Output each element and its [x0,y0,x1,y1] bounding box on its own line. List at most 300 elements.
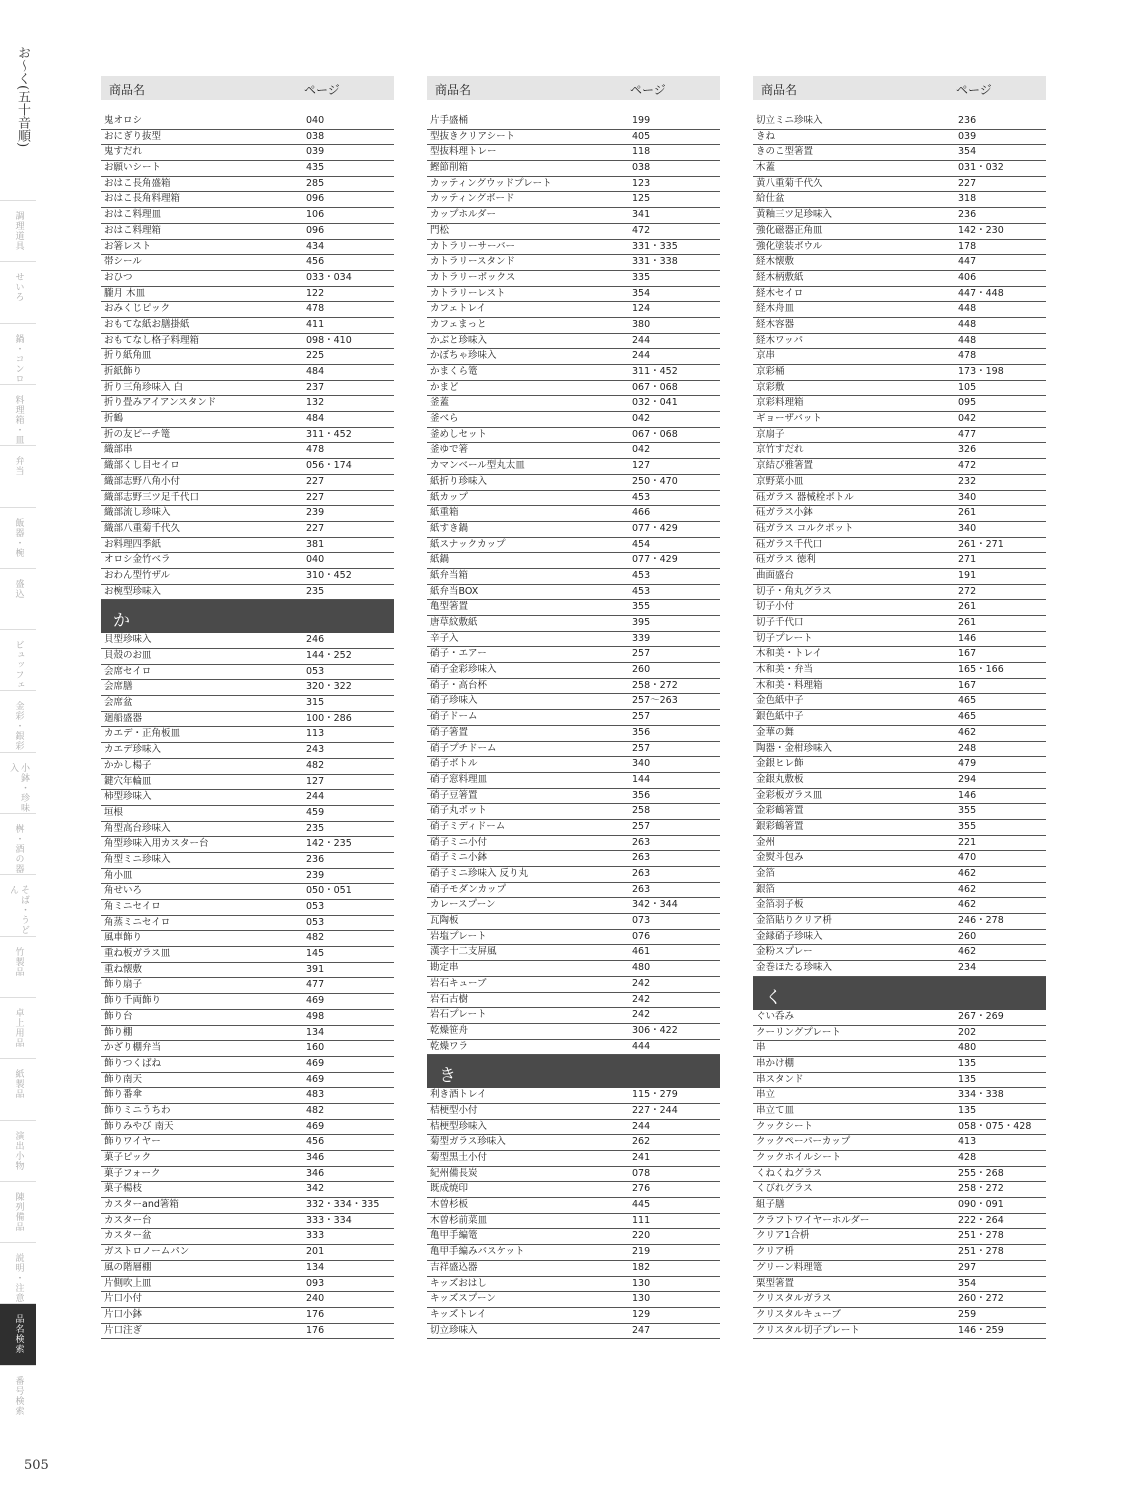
index-row [753,1041,1046,1057]
page-ref: 232 [958,475,977,487]
index-row [101,680,394,696]
index-row [101,255,394,271]
index-row [101,806,394,822]
sidebar-tab[interactable] [0,1365,36,1426]
product-name: 菓子フォーク [104,1167,161,1179]
product-name: 角ミニセイロ [104,901,161,912]
index-row [753,930,1046,946]
index-row [101,1198,394,1214]
page-ref: 234 [958,962,977,974]
page-ref: 053 [306,665,325,677]
index-row [427,443,720,459]
product-name: 硝子丸ポット [430,805,488,817]
page-ref: 239 [306,869,325,881]
product-name: カップホルダー [430,209,497,221]
index-row [427,945,720,961]
page-ref: 469 [306,995,325,1007]
index-row [101,491,394,507]
sidebar-tab[interactable] [0,323,36,384]
page-ref: 272 [958,585,977,597]
sidebar-tab-label: 卓上用品 [13,1007,24,1048]
product-name: クックペーパーカップ [756,1136,851,1148]
page-ref: 095 [958,397,977,409]
index-row [101,1041,394,1057]
product-name: 砡ガラス小鉢 [756,507,813,519]
product-name: 京野菜小皿 [756,475,804,487]
page-ref: 477 [958,428,977,440]
product-name: 串立て皿 [756,1104,795,1116]
index-row [753,961,1046,977]
index-row [753,1292,1046,1308]
index-row [427,930,720,946]
index-row [101,428,394,444]
page-ref: 042 [958,413,977,425]
product-name: 織部流し珍味入 [104,507,171,519]
product-name: 切子小付 [756,601,795,613]
index-row [753,1198,1046,1214]
section-header [427,1055,720,1088]
page-ref: 466 [632,507,651,519]
index-row [427,412,720,428]
product-name: 紙すき鍋 [430,522,469,534]
index-row [753,506,1046,522]
product-name: 片側吹上皿 [104,1277,152,1289]
index-row [753,1026,1046,1042]
page-ref: 306・422 [632,1024,678,1036]
index-row [101,318,394,334]
sidebar-tab-label: 竹製品 [13,946,24,977]
product-name: 銀色紙中子 [756,711,804,723]
page-ref: 478 [958,350,977,362]
product-name: くびれグラス [756,1183,813,1195]
sidebar-tab[interactable] [0,629,36,690]
sidebar-tab[interactable] [0,690,36,751]
page-ref: 096 [306,224,325,236]
page-ref: 115・279 [632,1089,678,1101]
index-row [101,271,394,287]
page-ref: 235 [306,822,325,834]
product-name: カフェトレイ [430,303,487,315]
page-ref: 484 [306,413,325,425]
page-ref: 078 [632,1167,651,1179]
page-ref: 334・338 [958,1089,1004,1101]
page-ref: 333・334 [306,1214,352,1226]
product-name: お箸レスト [104,240,152,252]
sidebar-tab[interactable] [0,507,36,568]
index-row [427,208,720,224]
index-row [753,538,1046,554]
product-name: 垣根 [104,806,124,818]
index-row [101,192,394,208]
index-row [753,1073,1046,1089]
product-name: 硝子ミディドーム [430,820,506,832]
sidebar-tab[interactable] [0,261,36,322]
page-ref: 447・448 [958,287,1004,299]
page-ref: 039 [306,146,325,158]
index-row [427,1104,720,1120]
product-name: 利き酒トレイ [430,1089,487,1101]
sidebar-tab[interactable] [0,1242,36,1303]
product-name: 折鶴 [104,413,124,425]
page-ref: 413 [958,1136,977,1148]
index-row [101,837,394,853]
index-row [427,993,720,1009]
page-ref: 122 [306,287,325,299]
product-name: 飾り台 [104,1010,133,1022]
page-ref: 240 [306,1293,325,1305]
section-header [753,977,1046,1010]
product-name: 角型ミニ珍味入 [104,853,171,865]
index-row [427,287,720,303]
index-row [753,443,1046,459]
index-row [753,114,1046,130]
sidebar-tab[interactable] [0,1303,36,1364]
page-ref: 263 [632,883,651,895]
index-row [753,851,1046,867]
index-row [427,255,720,271]
page-ref: 335 [632,271,651,283]
page-ref: 339 [632,632,651,644]
index-row [427,632,720,648]
sidebar-tab-label: 金彩・銀彩 [13,701,24,752]
product-name: 飾りミニうちわ [104,1104,171,1116]
product-name: 織部串 [104,444,133,456]
index-row [427,1198,720,1214]
page-ref: 244 [632,334,651,346]
sidebar-tab[interactable] [0,384,36,445]
product-name: 木和美・弁当 [756,664,814,676]
page-ref: 318 [958,193,977,205]
index-row [101,727,394,743]
product-name: 型抜料理トレー [430,146,497,158]
index-row [101,334,394,350]
index-row [101,900,394,916]
product-name: クリスタルキューブ [756,1308,841,1320]
page-ref: 173・198 [958,366,1004,377]
index-row [427,1167,720,1183]
product-name: オロシ金竹ベラ [104,554,171,566]
index-row [427,757,720,773]
index-row [753,616,1046,632]
index-row [753,1104,1046,1120]
product-name: 串かけ棚 [756,1057,795,1069]
product-name: 飾り千両飾り [104,995,162,1007]
product-name: 既成焼印 [430,1183,469,1195]
page-ref: 251・278 [958,1246,1004,1258]
page-ref: 244 [632,350,651,362]
sidebar-tab[interactable] [0,813,36,874]
index-row [427,1308,720,1324]
index-row [427,1292,720,1308]
product-name: 硝子窓料理皿 [430,773,488,785]
page-ref: 355 [632,601,651,613]
sidebar-tab[interactable] [0,1181,36,1242]
product-name: 経木ワッパ [756,334,804,346]
page-ref: 259 [958,1308,977,1320]
product-name: 織部志野八角小付 [104,475,181,487]
index-row [101,1167,394,1183]
index-row [427,836,720,852]
page-ref: 135 [958,1073,977,1085]
page-ref: 448 [958,318,977,330]
page-ref: 354 [632,287,651,299]
page-ref: 271 [958,554,977,566]
index-row [753,789,1046,805]
product-name: 金巻ほたる珍味入 [756,962,833,974]
page-ref: 354 [958,1277,977,1289]
product-name: 曲面盛台 [756,569,795,581]
index-row [427,600,720,616]
page-ref: 263 [632,868,651,879]
sidebar-tab[interactable] [0,752,36,813]
page-ref: 096 [306,193,325,205]
page-ref: 146・259 [958,1324,1004,1336]
page-ref: 125 [632,193,651,205]
index-row [427,1245,720,1261]
product-name: 片口注ぎ [104,1324,143,1336]
product-name: キッズおはし [430,1277,487,1289]
product-name: 金州 [756,836,776,848]
index-row [427,475,720,491]
page-ref: 134 [306,1026,325,1038]
index-row [753,381,1046,397]
index-row [427,898,720,914]
index-row [427,1088,720,1104]
index-row [101,1214,394,1230]
sidebar-tab-label: ビュッフェ [13,640,24,691]
index-row [753,1324,1046,1340]
product-name: おひつ [104,271,133,283]
product-name: 勘定串 [430,962,459,974]
page-ref: 237 [306,381,325,393]
product-name: 木曽杉前菜皿 [430,1214,488,1226]
index-row [427,804,720,820]
index-rows [101,114,394,1339]
sidebar-tab-label: 紙製品 [13,1069,24,1100]
product-name: カスター台 [104,1214,152,1226]
sidebar-tab[interactable] [0,997,36,1058]
page-ref: 113 [306,728,325,740]
product-name: きのこ型箸置 [756,146,814,158]
page-ref: 244 [306,791,325,803]
index-row [753,569,1046,585]
index-row [753,726,1046,742]
product-name: きね [756,130,776,142]
page-ref: 332・334・335 [306,1199,380,1211]
index-row [427,1135,720,1151]
product-name: 織部くし目セイロ [104,460,180,472]
page-ref: 053 [306,901,325,912]
index-row [101,994,394,1010]
index-row [101,665,394,681]
page-ref: 453 [632,585,651,597]
sidebar-tab[interactable] [0,1120,36,1181]
product-name: 会席膳 [104,681,133,693]
sidebar-tab-label: せいろ [13,272,24,303]
page-ref: 058・075・428 [958,1120,1032,1132]
index-row [427,1229,720,1245]
page-ref: 342 [306,1183,325,1195]
product-name: 金箔羽子板 [756,899,804,911]
product-name: 銀彩鶴箸置 [756,820,804,832]
page-ref: 444 [632,1040,651,1052]
page-ref: 056・174 [306,460,352,472]
product-name: 菊型黒土小付 [430,1152,488,1163]
page-ref: 144・252 [306,650,352,661]
product-name: カマンベール型丸太皿 [430,460,525,472]
product-name: 紙カップ [430,491,468,503]
index-row [427,145,720,161]
product-name: キッズスプーン [430,1293,496,1305]
product-name: 会席盆 [104,697,133,709]
index-row [753,192,1046,208]
index-row [753,898,1046,914]
page-ref: 267・269 [958,1010,1004,1022]
sidebar-tab[interactable] [0,445,36,506]
page-ref: 447 [958,256,977,268]
page-ref: 340 [632,758,651,770]
page-ref: 453 [632,569,651,581]
product-name: 黄八重菊千代久 [756,177,823,189]
page-ref: 167 [958,648,977,660]
index-row [101,522,394,538]
product-name: 岩石キューブ [430,977,487,989]
index-row [101,538,394,554]
index-row [101,743,394,759]
sidebar-tab[interactable] [0,936,36,997]
page-ref: 242 [632,993,651,1005]
index-column-3 [753,76,1046,1336]
index-row [427,867,720,883]
product-name: 柿型珍味入 [104,791,152,803]
index-row [427,553,720,569]
page-ref: 251・278 [958,1230,1004,1242]
product-name: 京彩料理箱 [756,397,804,409]
index-row [753,914,1046,930]
index-row [101,161,394,177]
page-ref: 294 [958,773,977,785]
product-name: クリスタル切子プレート [756,1324,860,1336]
product-name: 京彩桶 [756,366,785,377]
header-page: ページ [304,83,340,97]
page-ref: 285 [306,177,325,189]
page-ref: 241 [632,1152,651,1163]
page-ref: 038 [306,130,325,142]
sidebar-tab[interactable] [0,1058,36,1119]
page-ref: 346 [306,1167,325,1179]
index-row [427,224,720,240]
page-ref: 142・230 [958,224,1004,236]
product-name: 鬼すだれ [104,146,143,158]
product-name: 紙鍋 [430,554,450,566]
page-ref: 354 [958,146,977,158]
product-name: 重ね板ガラス皿 [104,948,171,960]
page-ref: 483 [306,1089,325,1101]
product-name: 折り畳みアイアンスタンド [104,397,217,409]
index-row [427,679,720,695]
page-ref: 042 [632,413,651,425]
page-ref: 355 [958,805,977,817]
page-ref: 221 [958,836,977,848]
index-row [753,632,1046,648]
product-name: 貝殻のお皿 [104,650,152,661]
page-ref: 428 [958,1152,977,1163]
page-ref: 145 [306,948,325,960]
product-name: 亀甲手編みバスケット [430,1246,525,1258]
page-ref: 462 [958,883,977,895]
index-row [753,302,1046,318]
product-name: 飾り南天 [104,1073,143,1085]
product-name: ガストロノームパン [104,1246,190,1258]
page-ref: 130 [632,1293,651,1305]
product-name: カエデ・正角板皿 [104,728,181,740]
page-ref: 219 [632,1246,651,1258]
product-name: 硝子・エアー [430,648,487,660]
product-name: 組子膳 [756,1199,785,1211]
page-ref: 260 [632,664,651,676]
product-name: 折紙飾り [104,366,143,377]
index-row [753,710,1046,726]
page-ref: 453 [632,491,651,503]
index-row [753,396,1046,412]
index-row [753,1245,1046,1261]
index-row [753,224,1046,240]
product-name: 栗型箸置 [756,1277,795,1289]
index-row [101,381,394,397]
index-row [753,130,1046,146]
product-name: 紙重箱 [430,507,459,519]
product-name: 木和美・料理箱 [756,679,823,691]
product-name: 経木容器 [756,318,795,330]
index-row [753,177,1046,193]
page-ref: 146 [958,789,977,801]
product-name: クックホイルシート [756,1152,842,1163]
page-ref: 250・470 [632,475,678,487]
index-row [427,585,720,601]
product-name: 砡ガラス コルクポット [756,522,854,534]
index-row [101,978,394,994]
page-ref: 311・452 [306,428,352,440]
product-name: 菊型ガラス珍味入 [430,1136,506,1148]
index-row [427,961,720,977]
sidebar-tab[interactable] [0,568,36,629]
index-row [101,1151,394,1167]
index-row [101,1120,394,1136]
page-ref: 465 [958,695,977,707]
index-row [753,240,1046,256]
product-name: くねくねグラス [756,1167,823,1179]
product-name: 紙弁当BOX [430,585,479,597]
index-row [753,349,1046,365]
product-name: 金箔 [756,868,776,879]
sidebar-tab[interactable] [0,200,36,261]
index-row [101,1088,394,1104]
page-ref: 182 [632,1261,651,1273]
index-row [753,600,1046,616]
product-name: 切立珍味入 [430,1324,478,1336]
index-row [427,789,720,805]
index-row [753,773,1046,789]
product-name: 硝子モダンカップ [430,883,507,895]
sidebar-tab[interactable] [0,874,36,935]
product-name: 陶器・金柑珍味入 [756,742,833,754]
page-ref: 160 [306,1042,325,1054]
product-name: 砡ガラス 器械栓ボトル [756,491,854,503]
page-ref: 462 [958,726,977,738]
index-row [427,883,720,899]
product-name: 乾燥笹舟 [430,1024,469,1036]
index-row [753,412,1046,428]
